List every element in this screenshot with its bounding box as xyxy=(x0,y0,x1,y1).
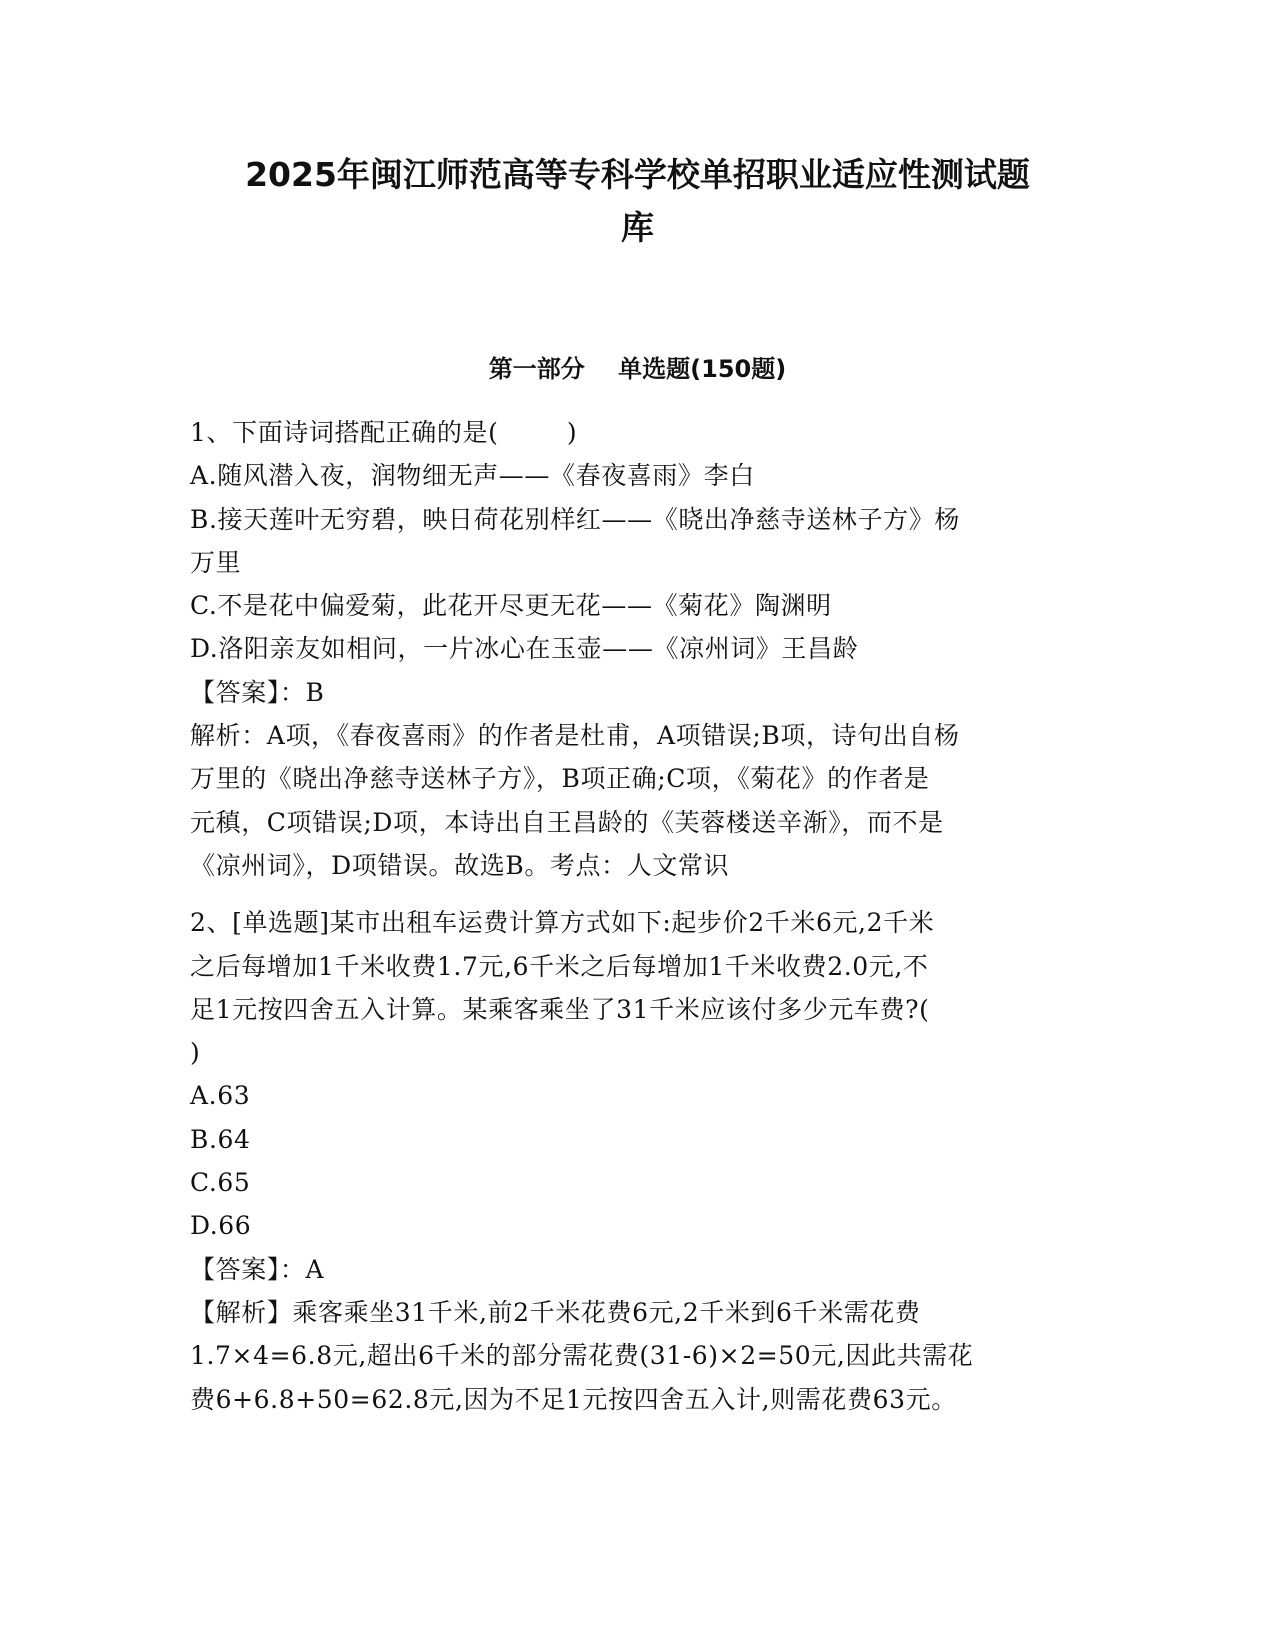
option-b: B.64 xyxy=(190,1124,251,1154)
answer: 【答案】：A xyxy=(190,1254,325,1284)
analysis-line: 1.7×4=6.8元,超出6千米的部分需花费(31-6)×2=50元,因此共需花 xyxy=(190,1341,974,1371)
section-heading: 第一部分 单选题(150题) xyxy=(488,355,787,383)
option-b: B.接天莲叶无穷碧，映日荷花别样红——《晓出净慈寺送林子方》杨 xyxy=(190,504,960,534)
title-line-2: 库 xyxy=(621,208,654,247)
option-d: D.66 xyxy=(190,1211,252,1241)
question-stem-continued: 足1元按四舍五入计算。某乘客乘坐了31千米应该付多少元车费?( xyxy=(190,994,930,1024)
question-stem-continued: ) xyxy=(190,1038,201,1068)
analysis-line: 费6+6.8+50=62.8元,因为不足1元按四舍五入计,则需花费63元。 xyxy=(190,1384,957,1414)
question-stem: 2、[单选题]某市出租车运费计算方式如下:起步价2千米6元,2千米 xyxy=(190,908,935,938)
answer: 【答案】：B xyxy=(190,677,325,707)
question-stem-continued: 之后每增加1千米收费1.7元,6千米之后每增加1千米收费2.0元,不 xyxy=(190,951,929,981)
question-1 xyxy=(190,411,1090,887)
title-line-1: 2025年闽江师范高等专科学校单招职业适应性测试题 xyxy=(245,155,1030,194)
option-c: C.65 xyxy=(190,1168,251,1198)
question-stem: 1、下面诗词搭配正确的是( ) xyxy=(190,418,578,447)
analysis-line: 《凉州词》，D项错误。故选B。考点：人文常识 xyxy=(190,850,730,880)
option-b-continued: 万里 xyxy=(190,547,242,577)
analysis-line: 【解析】乘客乘坐31千米,前2千米花费6元,2千米到6千米需花费 xyxy=(190,1297,921,1327)
question-2 xyxy=(190,901,1090,1421)
analysis-line: 解析：A项，《春夜喜雨》的作者是杜甫，A项错误;B项，诗句出自杨 xyxy=(190,721,960,751)
analysis-line: 万里的《晓出净慈寺送林子方》，B项正确;C项，《菊花》的作者是 xyxy=(190,764,930,794)
question-spacer xyxy=(190,887,1090,901)
analysis-line: 元稹，C项错误;D项，本诗出自王昌龄的《芙蓉楼送辛渐》，而不是 xyxy=(190,807,944,837)
question-list xyxy=(190,411,1090,1421)
document-title xyxy=(160,148,1115,254)
option-d: D.洛阳亲友如相问，一片冰心在玉壶——《凉州词》王昌龄 xyxy=(190,634,859,664)
option-a: A.随风潜入夜，润物细无声——《春夜喜雨》李白 xyxy=(190,461,755,491)
option-a: A.63 xyxy=(190,1081,251,1111)
option-c: C.不是花中偏爱菊，此花开尽更无花——《菊花》陶渊明 xyxy=(190,591,832,621)
